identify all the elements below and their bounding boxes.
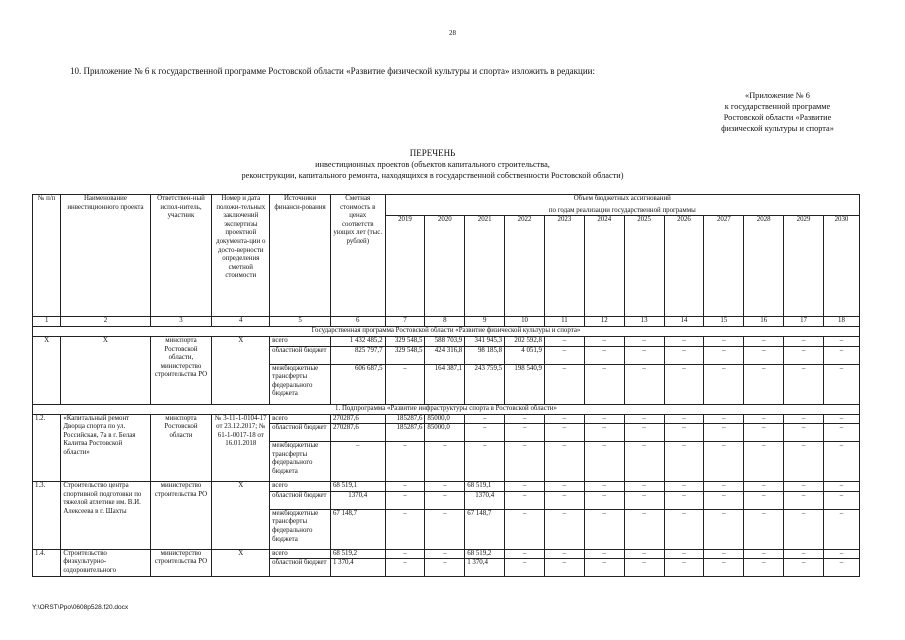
row-num: 1.2. xyxy=(33,414,61,482)
header-year: 2026 xyxy=(664,216,704,317)
funding-source: всего xyxy=(270,549,331,559)
value-cell: – xyxy=(425,491,465,509)
dash-cell: – xyxy=(784,482,824,492)
header-year: 2028 xyxy=(744,216,784,317)
cost-cell: 68 519,2 xyxy=(330,549,385,559)
value-cell: 1370,4 xyxy=(465,491,505,509)
expertise: Х xyxy=(212,482,270,550)
dash-cell: – xyxy=(544,549,584,559)
dash-cell: – xyxy=(584,509,624,549)
value-cell: 67 148,7 xyxy=(465,509,505,549)
value-cell: 68 519,1 xyxy=(465,482,505,492)
appendix-line: к государственной программе xyxy=(724,102,831,111)
value-cell: – xyxy=(425,549,465,559)
header-year: 2023 xyxy=(544,216,584,317)
funding-source: межбюджетные трансферты федерального бюджета xyxy=(270,364,331,404)
dash-cell: – xyxy=(823,364,859,404)
funding-source: всего xyxy=(270,482,331,492)
dash-cell: – xyxy=(624,346,664,364)
dash-cell: – xyxy=(664,414,704,424)
executor: министерство строительства РО xyxy=(150,549,212,577)
dash-cell: – xyxy=(584,549,624,559)
col-number: 18 xyxy=(823,317,859,327)
value-cell: – xyxy=(465,414,505,424)
value-cell: 185287,6 xyxy=(385,414,425,424)
value-cell: – xyxy=(385,491,425,509)
header-year: 2029 xyxy=(784,216,824,317)
dash-cell: – xyxy=(664,491,704,509)
table-row xyxy=(33,549,860,559)
executor: минспорта Ростовской области, министерство строительства РО xyxy=(150,337,212,405)
cost-cell: 1 432 485,2 xyxy=(330,337,385,347)
dash-cell: – xyxy=(744,346,784,364)
value-cell: – xyxy=(505,509,545,549)
dash-cell: – xyxy=(823,337,859,347)
dash-cell: – xyxy=(664,337,704,347)
value-cell: 68 519,2 xyxy=(465,549,505,559)
header-exec: Ответствен-ный испол-нитель, участник xyxy=(150,195,212,317)
header-year: 2020 xyxy=(425,216,465,317)
dash-cell: – xyxy=(624,364,664,404)
col-number: 9 xyxy=(465,317,505,327)
value-cell: – xyxy=(505,482,545,492)
cost-cell: 67 148,7 xyxy=(330,509,385,549)
document-title xyxy=(180,148,685,181)
dash-cell: – xyxy=(624,549,664,559)
col-number: 8 xyxy=(425,317,465,327)
dash-cell: – xyxy=(784,442,824,482)
dash-cell: – xyxy=(704,346,744,364)
dash-cell: – xyxy=(744,337,784,347)
funding-source: всего xyxy=(270,414,331,424)
value-cell: – xyxy=(505,549,545,559)
funding-source: межбюджетные трансферты федерального бюджета xyxy=(270,442,331,482)
dash-cell: – xyxy=(784,346,824,364)
dash-cell: – xyxy=(704,424,744,442)
cost-cell: 1 370,4 xyxy=(330,559,385,577)
dash-cell: – xyxy=(704,482,744,492)
file-path-footer: Y:\ORST\Ppo\0608p528.f20.docx xyxy=(32,604,129,611)
header-year: 2024 xyxy=(584,216,624,317)
col-number: 13 xyxy=(624,317,664,327)
appendix-caption xyxy=(690,90,865,134)
header-source: Источники финанси-рования xyxy=(270,195,331,317)
value-cell: – xyxy=(425,442,465,482)
col-number: 11 xyxy=(544,317,584,327)
header-year: 2021 xyxy=(465,216,505,317)
dash-cell: – xyxy=(544,364,584,404)
value-cell: 329 548,5 xyxy=(385,346,425,364)
dash-cell: – xyxy=(544,424,584,442)
dash-cell: – xyxy=(624,442,664,482)
dash-cell: – xyxy=(784,549,824,559)
value-cell: – xyxy=(385,509,425,549)
value-cell: 329 548,5 xyxy=(385,337,425,347)
header-year: 2019 xyxy=(385,216,425,317)
title-heading: ПЕРЕЧЕНЬ xyxy=(409,148,456,158)
row-num: 1.4. xyxy=(33,549,61,577)
col-number: 7 xyxy=(385,317,425,327)
col-number: 5 xyxy=(270,317,331,327)
row-num: 1.3. xyxy=(33,482,61,550)
value-cell: 202 592,8 xyxy=(505,337,545,347)
funding-source: областной бюджет xyxy=(270,424,331,442)
expertise: № 3-11-1-0104-17 от 23.12.2017; № 61-1-0017-18 от 16.01.2018 xyxy=(212,414,270,482)
dash-cell: – xyxy=(704,337,744,347)
dash-cell: – xyxy=(584,364,624,404)
investment-projects-table xyxy=(32,194,860,577)
value-cell: – xyxy=(425,559,465,577)
dash-cell: – xyxy=(744,509,784,549)
value-cell: – xyxy=(385,549,425,559)
funding-source: областной бюджет xyxy=(270,346,331,364)
header-name: Наименование инвестиционного проекта xyxy=(61,195,150,317)
value-cell: – xyxy=(465,442,505,482)
project-name: Строительство физкультурно-оздоровительного xyxy=(61,549,150,577)
dash-cell: – xyxy=(624,491,664,509)
header-volume: Объем бюджетных ассигнований xyxy=(385,195,859,207)
dash-cell: – xyxy=(784,491,824,509)
dash-cell: – xyxy=(584,491,624,509)
value-cell: – xyxy=(465,424,505,442)
value-cell: – xyxy=(505,414,545,424)
dash-cell: – xyxy=(704,559,744,577)
value-cell: 185287,6 xyxy=(385,424,425,442)
dash-cell: – xyxy=(624,559,664,577)
dash-cell: – xyxy=(544,559,584,577)
col-number: 12 xyxy=(584,317,624,327)
header-year: 2030 xyxy=(823,216,859,317)
dash-cell: – xyxy=(704,442,744,482)
value-cell: – xyxy=(505,442,545,482)
project-name: Х xyxy=(61,337,150,405)
row-num: Х xyxy=(33,337,61,405)
header-volume-sub: по годам реализации государственной программы xyxy=(385,207,859,216)
dash-cell: – xyxy=(784,424,824,442)
value-cell: 588 703,9 xyxy=(425,337,465,347)
dash-cell: – xyxy=(704,414,744,424)
dash-cell: – xyxy=(584,482,624,492)
dash-cell: – xyxy=(584,442,624,482)
subprogram-band: 1. Подпрограмма «Развитие инфраструктуры спорта в Ростовской области» xyxy=(33,404,860,414)
header-year: 2027 xyxy=(704,216,744,317)
col-number: 15 xyxy=(704,317,744,327)
table-row xyxy=(33,482,860,492)
expertise: Х xyxy=(212,337,270,405)
value-cell: – xyxy=(505,424,545,442)
dash-cell: – xyxy=(664,549,704,559)
cost-cell: 270287,6 xyxy=(330,414,385,424)
dash-cell: – xyxy=(823,346,859,364)
col-number: 4 xyxy=(212,317,270,327)
dash-cell: – xyxy=(823,509,859,549)
value-cell: – xyxy=(385,442,425,482)
dash-cell: – xyxy=(664,509,704,549)
funding-source: всего xyxy=(270,337,331,347)
dash-cell: – xyxy=(823,414,859,424)
dash-cell: – xyxy=(744,424,784,442)
dash-cell: – xyxy=(584,346,624,364)
col-number: 17 xyxy=(784,317,824,327)
dash-cell: – xyxy=(784,414,824,424)
dash-cell: – xyxy=(664,364,704,404)
value-cell: – xyxy=(425,482,465,492)
value-cell: 424 316,8 xyxy=(425,346,465,364)
dash-cell: – xyxy=(584,414,624,424)
value-cell: 198 540,9 xyxy=(505,364,545,404)
dash-cell: – xyxy=(584,337,624,347)
dash-cell: – xyxy=(823,424,859,442)
value-cell: 341 945,3 xyxy=(465,337,505,347)
project-name: Строительство центра спортивной подготовки по тяжелой атлетике им. В.И. Алексеева в г. Шахты xyxy=(61,482,150,550)
cost-cell: 606 687,5 xyxy=(330,364,385,404)
dash-cell: – xyxy=(544,509,584,549)
dash-cell: – xyxy=(704,549,744,559)
value-cell: 4 051,9 xyxy=(505,346,545,364)
dash-cell: – xyxy=(784,364,824,404)
executor: министерство строительства РО xyxy=(150,482,212,550)
value-cell: 85000,0 xyxy=(425,424,465,442)
dash-cell: – xyxy=(544,346,584,364)
dash-cell: – xyxy=(704,509,744,549)
dash-cell: – xyxy=(664,482,704,492)
dash-cell: – xyxy=(784,559,824,577)
value-cell: – xyxy=(385,559,425,577)
cost-cell: 825 797,7 xyxy=(330,346,385,364)
appendix-line: физической культуры и спорта» xyxy=(721,124,834,133)
header-year: 2022 xyxy=(505,216,545,317)
program-band: Государственная программа Ростовской области «Развитие физической культуры и спорта» xyxy=(33,327,860,337)
dash-cell: – xyxy=(744,491,784,509)
appendix-line: Ростовской области «Развитие xyxy=(723,113,832,122)
value-cell: 98 185,8 xyxy=(465,346,505,364)
cost-cell: 270287,6 xyxy=(330,424,385,442)
dash-cell: – xyxy=(584,424,624,442)
cost-cell: 68 519,1 xyxy=(330,482,385,492)
dash-cell: – xyxy=(704,364,744,404)
page-number: 28 xyxy=(449,29,456,37)
cost-cell: – xyxy=(330,442,385,482)
dash-cell: – xyxy=(664,559,704,577)
dash-cell: – xyxy=(704,491,744,509)
value-cell: 85000,0 xyxy=(425,414,465,424)
dash-cell: – xyxy=(544,491,584,509)
header-cost: Сметная стоимость в ценах соответств ующих лет (тыс. рублей) xyxy=(330,195,385,317)
cost-cell: 1370,4 xyxy=(330,491,385,509)
value-cell: – xyxy=(505,559,545,577)
value-cell: 1 370,4 xyxy=(465,559,505,577)
dash-cell: – xyxy=(823,491,859,509)
dash-cell: – xyxy=(823,559,859,577)
header-exam: Номер и дата положи-тельных заключений экспертизы проектной документа-ции о досто-верности определения сметной стоимости xyxy=(212,195,270,317)
col-number: 14 xyxy=(664,317,704,327)
col-number: 2 xyxy=(61,317,150,327)
col-number: 3 xyxy=(150,317,212,327)
dash-cell: – xyxy=(664,442,704,482)
value-cell: 164 387,1 xyxy=(425,364,465,404)
subprogram-band-row xyxy=(33,404,860,414)
value-cell: 243 759,5 xyxy=(465,364,505,404)
header-year: 2025 xyxy=(624,216,664,317)
col-number: 10 xyxy=(505,317,545,327)
value-cell: – xyxy=(385,364,425,404)
column-numbers-row xyxy=(33,317,860,327)
dash-cell: – xyxy=(624,424,664,442)
dash-cell: – xyxy=(544,442,584,482)
dash-cell: – xyxy=(664,424,704,442)
dash-cell: – xyxy=(744,482,784,492)
dash-cell: – xyxy=(744,559,784,577)
col-number: 16 xyxy=(744,317,784,327)
dash-cell: – xyxy=(744,549,784,559)
project-name: «Капитальный ремонт Дворца спорта по ул. Российская, 7а в г. Белая Калитва Ростовской области» xyxy=(61,414,150,482)
executor: минспорта Ростовской области xyxy=(150,414,212,482)
value-cell: – xyxy=(505,491,545,509)
dash-cell: – xyxy=(544,414,584,424)
dash-cell: – xyxy=(624,414,664,424)
dash-cell: – xyxy=(544,482,584,492)
dash-cell: – xyxy=(744,442,784,482)
value-cell: – xyxy=(385,482,425,492)
subtitle-line: инвестиционных проектов (объектов капитального строительства, xyxy=(315,160,550,169)
intro-text: 10. Приложение № 6 к государственной программе Ростовской области «Развитие физической культуры и спорта» изложить в редакции: xyxy=(70,66,595,76)
subtitle-line: реконструкции, капитального ремонта, находящихся в государственной собственности Ростовской области) xyxy=(241,171,624,180)
funding-source: областной бюджет xyxy=(270,491,331,509)
dash-cell: – xyxy=(624,482,664,492)
dash-cell: – xyxy=(784,337,824,347)
dash-cell: – xyxy=(584,559,624,577)
col-number: 1 xyxy=(33,317,61,327)
dash-cell: – xyxy=(624,337,664,347)
dash-cell: – xyxy=(624,509,664,549)
dash-cell: – xyxy=(784,509,824,549)
table-row xyxy=(33,414,860,424)
dash-cell: – xyxy=(744,364,784,404)
funding-source: областной бюджет xyxy=(270,559,331,577)
header-num: № п/п xyxy=(33,195,61,317)
dash-cell: – xyxy=(744,414,784,424)
value-cell: – xyxy=(425,509,465,549)
expertise: Х xyxy=(212,549,270,577)
appendix-line: «Приложение № 6 xyxy=(745,91,810,100)
dash-cell: – xyxy=(823,549,859,559)
col-number: 6 xyxy=(330,317,385,327)
dash-cell: – xyxy=(544,337,584,347)
program-band-row xyxy=(33,327,860,337)
dash-cell: – xyxy=(664,346,704,364)
dash-cell: – xyxy=(823,442,859,482)
table-row xyxy=(33,337,860,347)
dash-cell: – xyxy=(823,482,859,492)
funding-source: межбюджетные трансферты федерального бюджета xyxy=(270,509,331,549)
